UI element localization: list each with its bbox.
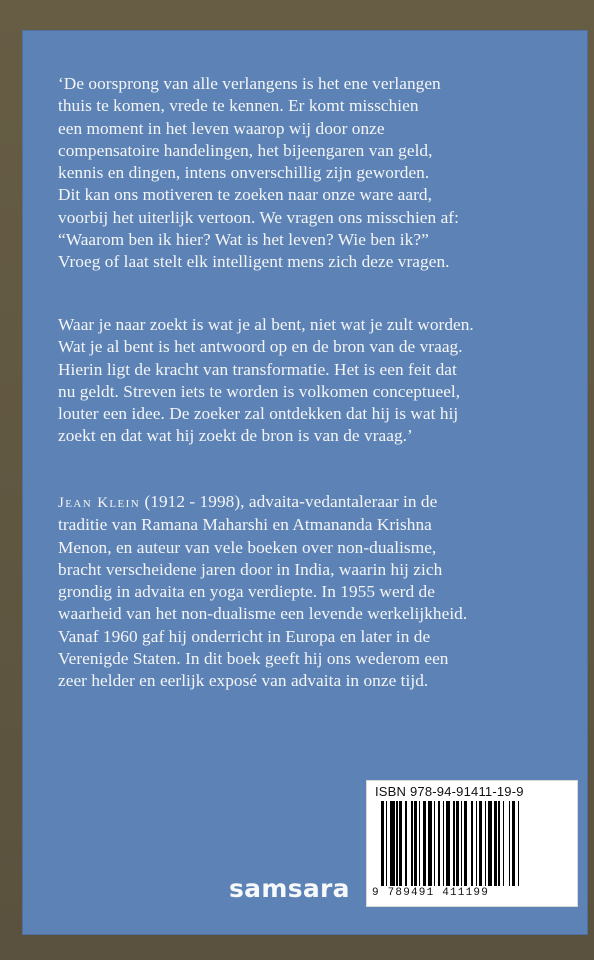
barcode-bar: [456, 801, 459, 886]
barcode-bar: [512, 801, 515, 886]
text-line: compensatoire handelingen, het bijeengaren van geld,: [58, 140, 433, 160]
barcode-bar: [453, 801, 455, 886]
barcode-digits: 9 789491 411199: [372, 887, 490, 899]
text-line: Dit kan ons motiveren te zoeken naar onze ware aard,: [58, 185, 432, 205]
barcode-bar: [386, 801, 388, 886]
barcode-bar: [518, 801, 520, 886]
text-line: zeer helder en eerlijk exposé van advaita in onze tijd.: [58, 671, 429, 691]
author-bio: [58, 491, 578, 693]
text-line: Hierin ligt de kracht van transformatie. Het is een feit dat: [58, 359, 457, 379]
isbn-label: ISBN 978-94-91411-19-9: [375, 784, 524, 799]
barcode-bar: [485, 801, 487, 886]
barcode-bar: [419, 801, 421, 886]
text-line: Wat je al bent is het antwoord op en de bron van de vraag.: [58, 337, 463, 357]
barcode-bar: [405, 801, 407, 886]
bio-first-line-rest: (1912 - 1998), advaita-vedantaleraar in de: [140, 492, 438, 511]
barcode-bar: [438, 801, 440, 886]
text-line: Vanaf 1960 gaf hij onderricht in Europa en later in de: [58, 626, 431, 646]
barcode-bar: [381, 801, 384, 886]
text-line: louter een idee. De zoeker zal ontdekken dat hij is wat hij: [58, 404, 459, 424]
barcode-bar: [414, 801, 417, 886]
barcode-bar: [446, 801, 451, 886]
text-line: ‘De oorsprong van alle verlangens is het ene verlangen: [58, 74, 441, 93]
barcode-bar: [434, 801, 436, 886]
barcode-bar: [503, 801, 505, 886]
text-line: Vroeg of laat stelt elk intelligent mens zich deze vragen.: [58, 252, 450, 272]
barcode-bar: [498, 801, 500, 886]
barcode-bar: [479, 801, 482, 886]
barcode-bar: [396, 801, 398, 886]
text-line: voorbij het uiterlijk vertoon. We vragen ons misschien af:: [58, 207, 459, 227]
author-name: Jean Klein: [58, 495, 141, 511]
barcode-bar: [461, 801, 463, 886]
text-line: thuis te komen, vrede te kennen. Er komt misschien: [58, 96, 419, 116]
barcode-bar: [509, 801, 511, 886]
publisher-logo: samsara: [229, 874, 350, 903]
barcode-bar: [423, 801, 426, 886]
text-line: grondig in advaita en yoga verdiepte. In 1955 werd de: [58, 582, 435, 602]
bio-first-line: [58, 491, 578, 514]
barcode-bar: [488, 801, 493, 886]
text-line: een moment in het leven waarop wij door onze: [58, 118, 385, 138]
text-line: traditie van Ramana Maharshi en Atmananda Krishna: [58, 515, 432, 535]
text-line: Verenigde Staten. In dit boek geeft hij ons wederom een: [58, 649, 449, 669]
barcode-bar: [411, 801, 413, 886]
barcode-bar: [476, 801, 478, 886]
barcode-bar: [471, 801, 473, 886]
text-line: zoekt en dat wat hij zoekt de bron is van de vraag.’: [58, 426, 413, 446]
barcode-bar: [443, 801, 445, 886]
barcode-bar: [428, 801, 433, 886]
barcode-bars: [381, 801, 569, 886]
text-line: Menon, en auteur van vele boeken over non-dualisme,: [58, 537, 437, 557]
quote-paragraph-1: [58, 73, 578, 274]
text-line: kennis en dingen, intens onverschillig zijn geworden.: [58, 163, 430, 183]
quote-paragraph-2: [58, 314, 578, 448]
text-line: bracht verscheidene jaren door in India, waarin hij zich: [58, 559, 443, 579]
text-line: nu geldt. Streven iets te worden is volkomen conceptueel,: [58, 381, 461, 401]
barcode-bar: [399, 801, 402, 886]
barcode-bar: [464, 801, 467, 886]
text-line: “Waarom ben ik hier? Wat is het leven? Wie ben ik?”: [58, 230, 429, 250]
text-line: Waar je naar zoekt is wat je al bent, niet wat je zult worden.: [58, 315, 474, 334]
barcode-bar: [494, 801, 497, 886]
text-line: waarheid van het non-dualisme een levende werkelijkheid.: [58, 604, 468, 624]
isbn-barcode: [366, 780, 578, 907]
barcode-bar: [390, 801, 395, 886]
